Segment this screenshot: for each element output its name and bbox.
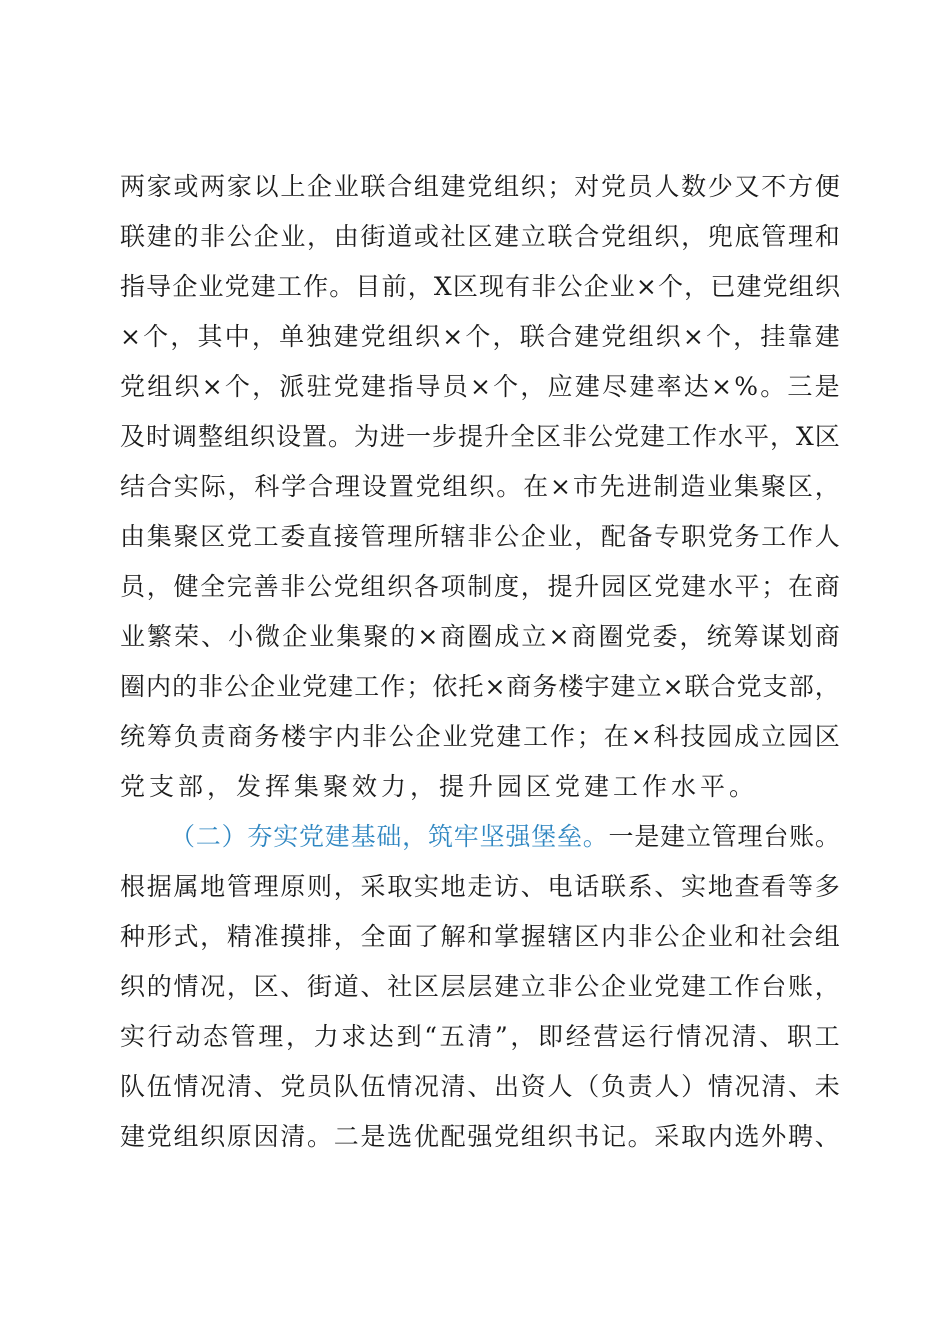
paragraph-2-line: 种 形 式 ， 精 准 摸 排 ， 全 面 了 解 和 掌 握 辖 区 内 非 公 企 业 和 社 会 组 bbox=[120, 922, 840, 951]
paragraph-1-line: 两 家 或 两 家 以 上 企 业 联 合 组 建 党 组 织 ； 对 党 员 人 数 少 又 不 方 便 bbox=[120, 172, 840, 201]
paragraph-2-first-line: （ 二 ） 夯 实 党 建 基 础 ， 筑 牢 坚 强 堡 垒 。 一 是 建 立 管 理 台 账 。 bbox=[170, 822, 840, 851]
paragraph-1-line: 党 组 织 × 个 ， 派 驻 党 建 指 导 员 × 个 ， 应 建 尽 建 率 达 × % 。 三 是 bbox=[120, 372, 840, 401]
paragraph-1-line: 由 集 聚 区 党 工 委 直 接 管 理 所 辖 非 公 企 业 ， 配 备 专 职 党 务 工 作 人 bbox=[120, 522, 840, 551]
paragraph-2-line: 根 据 属 地 管 理 原 则 ， 采 取 实 地 走 访 、 电 话 联 系 、 实 地 查 看 等 多 bbox=[120, 872, 840, 901]
paragraph-1-line: × 个 ， 其 中 ， 单 独 建 党 组 织 × 个 ， 联 合 建 党 组 织 × 个 ， 挂 靠 建 bbox=[120, 322, 840, 351]
paragraph-1-line: 指 导 企 业 党 建 工 作 。 目 前 ， X 区 现 有 非 公 企 业 × 个 ， 已 建 党 组 织 bbox=[120, 272, 840, 301]
paragraph-2-line: 建 党 组 织 原 因 清 。 二 是 选 优 配 强 党 组 织 书 记 。 采 取 内 选 外 聘 、 bbox=[120, 1122, 840, 1151]
paragraph-1-line: 结 合 实 际 ， 科 学 合 理 设 置 党 组 织 。 在 × 市 先 进 制 造 业 集 聚 区 ， bbox=[120, 472, 840, 501]
paragraph-2-line: 实 行 动 态 管 理 ， 力 求 达 到 “ 五 清 ” ， 即 经 营 运 行 情 况 清 、 职 工 bbox=[120, 1022, 840, 1051]
paragraph-1-line: 党支部，发挥集聚效力，提升园区党建工作水平。 bbox=[120, 772, 759, 801]
paragraph-2-line: 织 的 情 况 ， 区 、 街 道 、 社 区 层 层 建 立 非 公 企 业 党 建 工 作 台 账 ， bbox=[120, 972, 840, 1001]
paragraph-1-line: 联 建 的 非 公 企 业 ， 由 街 道 或 社 区 建 立 联 合 党 组 织 ， 兜 底 管 理 和 bbox=[120, 222, 840, 251]
paragraph-1-line: 及 时 调 整 组 织 设 置 。 为 进 一 步 提 升 全 区 非 公 党 建 工 作 水 平 ， X 区 bbox=[120, 422, 840, 451]
paragraph-2-line: 队 伍 情 况 清 、 党 员 队 伍 情 况 清 、 出 资 人 （ 负 责 人 ） 情 况 清 、 未 bbox=[120, 1072, 840, 1101]
paragraph-1-line: 业 繁 荣 、 小 微 企 业 集 聚 的 × 商 圈 成 立 × 商 圈 党 委 ， 统 筹 谋 划 商 bbox=[120, 622, 840, 651]
paragraph-1-line: 员 ， 健 全 完 善 非 公 党 组 织 各 项 制 度 ， 提 升 园 区 党 建 水 平 ； 在 商 bbox=[120, 572, 840, 601]
paragraph-1-line: 圈 内 的 非 公 企 业 党 建 工 作 ； 依 托 × 商 务 楼 宇 建 立 × 联 合 党 支 部 ， bbox=[120, 672, 840, 701]
paragraph-1-line: 统 筹 负 责 商 务 楼 宇 内 非 公 企 业 党 建 工 作 ； 在 × 科 技 园 成 立 园 区 bbox=[120, 722, 840, 751]
